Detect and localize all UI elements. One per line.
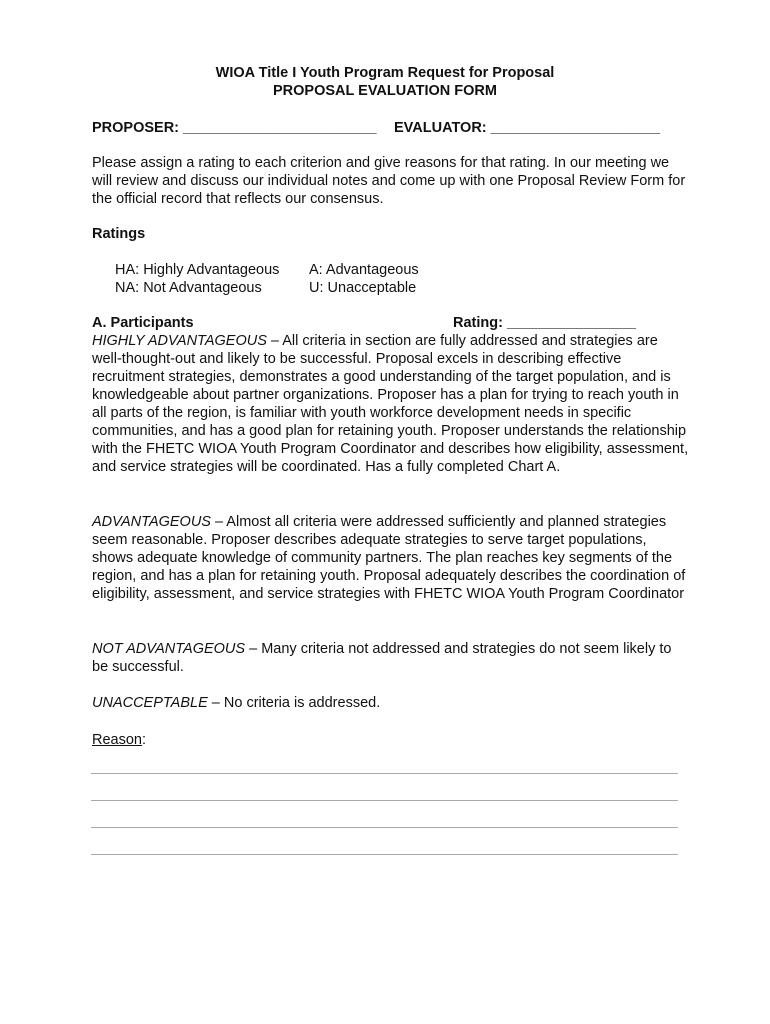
highly-advantageous-term: HIGHLY ADVANTAGEOUS <box>92 333 267 349</box>
reason-line-1 <box>91 773 678 774</box>
rating-na: NA: Not Advantageous <box>115 280 262 296</box>
rating-ha: HA: Highly Advantageous <box>115 262 280 278</box>
unacceptable-text: – No criteria is addressed. <box>207 695 381 711</box>
evaluator-field: EVALUATOR: _____________________ <box>394 120 661 136</box>
proposer-field: PROPOSER: ________________________ <box>92 120 377 136</box>
intro-text: Please assign a rating to each criterion and give reasons for that rating. In our meeting we will review and discuss our individual notes and come up with one Proposal Review Form for the official record that reflects our consensus. <box>92 155 686 207</box>
section-title: A. Participants <box>92 315 194 331</box>
reason-colon: : <box>141 732 147 748</box>
ratings-heading: Ratings <box>92 226 146 242</box>
rating-field: Rating: ________________ <box>453 315 636 331</box>
advantageous-term: ADVANTAGEOUS <box>92 514 211 530</box>
reason-line-3 <box>91 827 678 828</box>
reason-line-4 <box>91 854 678 855</box>
highly-advantageous-paragraph <box>92 332 689 476</box>
not-advantageous-text: – Many criteria not addressed and strategies do not seem likely to be successful. <box>92 641 672 675</box>
unacceptable-term: UNACCEPTABLE <box>92 695 208 711</box>
rating-u: U: Unacceptable <box>309 280 417 296</box>
advantageous-text: – Almost all criteria were addressed sufficiently and planned strategies seem reasonable. Proposer describes adequate strategies to serve target populations, shows adequate knowledge of community partners. The plan reaches key segments of the region, and has a plan for retaining youth. Proposal adequately describes the coordination of eligibility, assessment, and service strategies with FHETC WIOA Youth Program Coordinator <box>92 514 686 602</box>
reason-label <box>92 731 146 749</box>
not-advantageous-term: NOT ADVANTAGEOUS <box>92 641 246 657</box>
highly-advantageous-text: – All criteria in section are fully addressed and strategies are well-thought-out and likely to be successful. Proposal excels in describing effective recruitment strategies, demonstrates a good understanding of the target population, and is knowledgeable about partner organizations. Proposer has a plan for trying to reach youth in all parts of the region, is familiar with youth workforce development needs in specific communities, and has a good plan for retaining youth. Proposer understands the relationship with the FHETC WIOA Youth Program Coordinator and describes how eligibility, assessment, and service strategies will be coordinated. Has a fully completed Chart A. <box>92 333 689 475</box>
intro-paragraph <box>92 154 692 208</box>
advantageous-paragraph <box>92 513 690 603</box>
reason-label-text: Reason <box>92 732 142 748</box>
rating-a: A: Advantageous <box>309 262 419 278</box>
document-subtitle: PROPOSAL EVALUATION FORM <box>273 83 497 99</box>
not-advantageous-paragraph <box>92 640 672 676</box>
reason-line-2 <box>91 800 678 801</box>
unacceptable-paragraph <box>92 694 692 712</box>
document-title: WIOA Title I Youth Program Request for Proposal <box>215 65 555 81</box>
